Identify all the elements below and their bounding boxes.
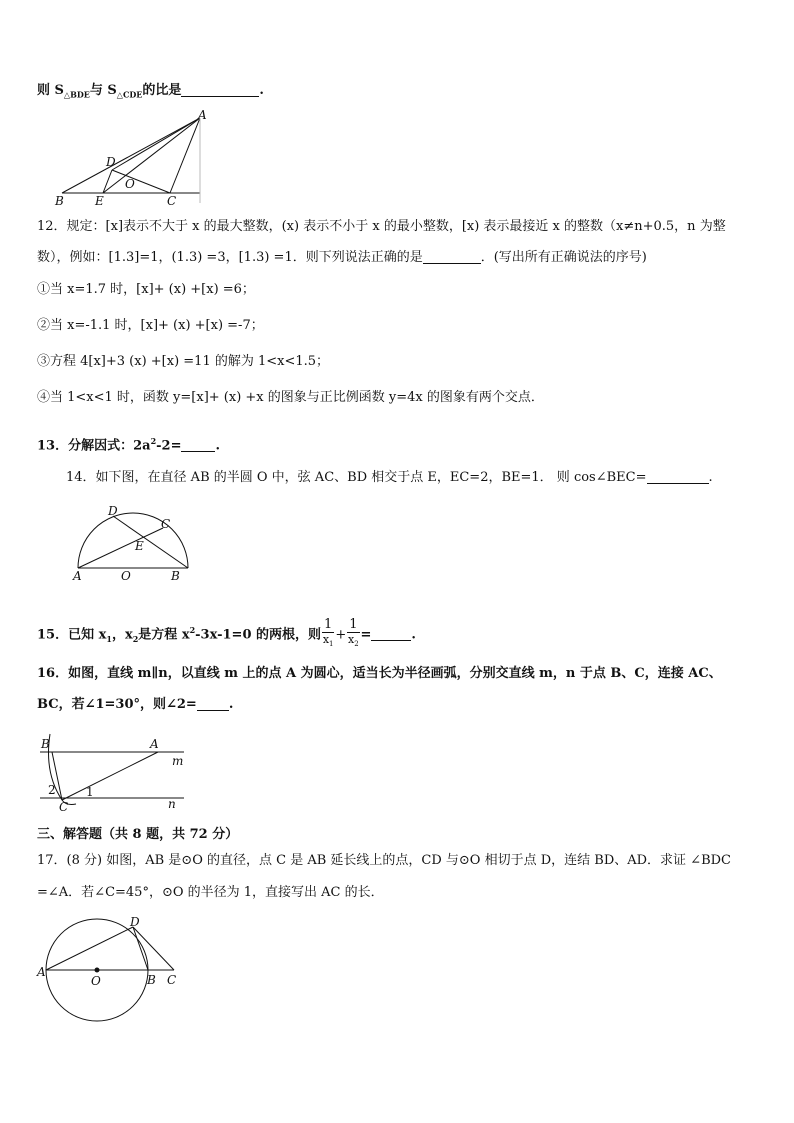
label-C: C xyxy=(161,517,171,531)
figure-circle-tangent xyxy=(34,912,184,1022)
label-1: 1 xyxy=(86,785,94,799)
q12-line2: 数），例如：[1.3]=1，(1.3) =3，[1.3) =1．则下列说法正确的是 ．(写出所有正确说法的序号) xyxy=(37,250,647,265)
answer-blank[interactable] xyxy=(423,249,481,264)
label-E: E xyxy=(95,194,104,208)
q16-line1: 16．如图，直线 m∥n，以直线 m 上的点 A 为圆心，适当长为半径画弧，分别交直线 m，n 于点 B、C，连接 AC、 xyxy=(37,666,722,681)
label-O: O xyxy=(125,177,135,191)
label-A: A xyxy=(37,965,46,979)
label-E: E xyxy=(135,539,144,553)
answer-blank[interactable] xyxy=(647,469,709,484)
label-2: 2 xyxy=(48,783,56,797)
label-C: C xyxy=(59,800,69,813)
label-D: D xyxy=(108,504,118,518)
q12-item-1: ①当 x=1.7 时，[x]+ (x) +[x) =6； xyxy=(37,282,255,297)
q15-text: 15．已知 $x_1$，$x_2$是方程 $x^2-3x-1=0$ 的两根，则 $\frac{1}{x_1}$ + $\frac{1}{x_2}$ = . xyxy=(37,615,416,654)
label-A: A xyxy=(150,737,159,751)
q16-line2: BC，若∠1=30°，则∠2= . xyxy=(37,697,234,712)
figure-triangle xyxy=(50,108,210,208)
fraction-1: $\frac{1}{x_1}$ xyxy=(322,617,334,649)
q12-item-4: ④当 1<x<1 时，函数 y=[x]+ (x) +x 的图象与正比例函数 y=4x 的图象有两个交点． xyxy=(37,390,544,405)
label-O: O xyxy=(121,569,131,583)
label-B: B xyxy=(171,569,180,583)
q17-line2: =∠A．若∠C=45°，⊙O 的半径为 1，直接写出 AC 的长． xyxy=(37,885,384,900)
label-C: C xyxy=(167,973,177,987)
answer-blank[interactable] xyxy=(181,437,215,452)
answer-blank[interactable] xyxy=(371,626,411,641)
q12-line1: 12．规定：[x]表示不大于 x 的最大整数，(x) 表示不小于 x 的最小整数，[x) 表示最接近 x 的整数（x≠n+0.5，n 为整 xyxy=(37,219,726,234)
label-B: B xyxy=(55,194,64,208)
section-title: 三、解答题（共 8 题，共 72 分） xyxy=(37,827,239,842)
label-C: C xyxy=(167,194,177,208)
label-A: A xyxy=(198,108,207,122)
label-A: A xyxy=(73,569,82,583)
fraction-2: $\frac{1}{x_2}$ xyxy=(348,617,359,649)
q14-text: 14．如下图，在直径 AB 的半圆 O 中，弦 AC、BD 相交于点 E，EC=2，BE=1． 则 cos∠BEC= . xyxy=(66,470,713,485)
q17-line1: 17．(8 分) 如图，AB 是⊙O 的直径，点 C 是 AB 延长线上的点，CD 与⊙O 相切于点 D，连结 BD、AD．求证 ∠BDC xyxy=(37,853,732,868)
answer-blank[interactable] xyxy=(181,82,259,97)
q12-item-2: ②当 x=-1.1 时，[x]+ (x) +[x) =-7； xyxy=(37,318,264,333)
label-m: m xyxy=(172,754,184,768)
label-D: D xyxy=(130,915,140,929)
figure-semicircle xyxy=(68,500,198,585)
label-O: O xyxy=(91,974,101,988)
answer-blank[interactable] xyxy=(197,696,229,711)
q11-text: 则 $S_{\triangle BDE}$与 $S_{\triangle CDE}$的比是 . xyxy=(37,83,264,100)
label-n: n xyxy=(168,797,176,811)
label-D: D xyxy=(106,155,116,169)
q12-item-3: ③方程 4[x]+3 (x) +[x) =11 的解为 1<x<1.5； xyxy=(37,354,330,369)
label-B: B xyxy=(147,973,156,987)
q13-text: 13．分解因式：$2a^2-2=$ . xyxy=(37,436,221,454)
label-B: B xyxy=(41,737,50,751)
figure-parallel-lines xyxy=(34,728,194,813)
